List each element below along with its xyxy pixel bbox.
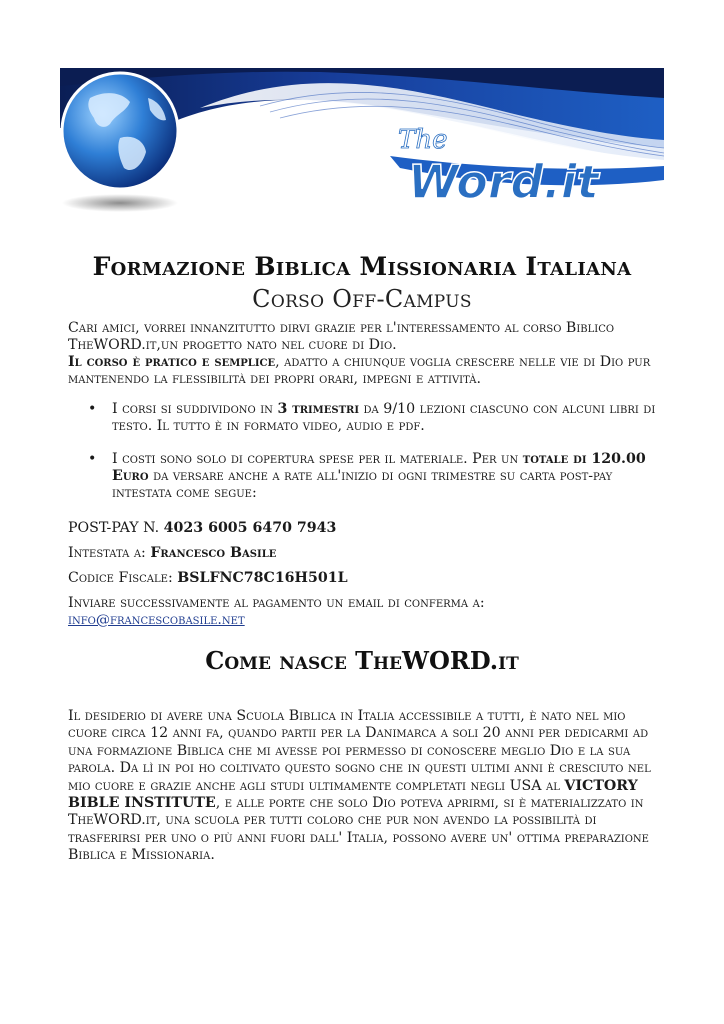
list-item <box>88 451 658 502</box>
email-link[interactable]: info@francescobasile.net <box>68 612 245 628</box>
course-bullet-list <box>88 401 658 518</box>
intro-paragraph <box>68 320 658 388</box>
bullet-text: I costi sono solo di copertura spese per il materiale. Per un <box>112 451 523 467</box>
story-text-1: Il desiderio di avere una Scuola Biblica in Italia accessibile a tutti, è nato nel mio cuore circa 12 anni fa, quando partii per la Danimarca a soli 20 anni per dedicarmi ad una formazione Biblica che mi avesse poi permesso di conoscere meglio Dio e la sua parola. Da lì in poi ho coltivato questo sogno che in questi ultimi anni è cresciuto nel mio cuore e grazie anche agli studi ultimamente completati negli USA al <box>68 708 651 794</box>
page-title: Formazione Biblica Missionaria Italiana <box>92 252 632 281</box>
bullet-text: da versare anche a rate all'inizio di ogni trimestre su carta post-pay intestata come segue: <box>112 468 613 501</box>
postpay-number: 4023 6005 6470 7943 <box>163 520 337 536</box>
logo-word: Word.it <box>408 155 599 209</box>
email-line <box>68 612 245 629</box>
bullet-text: I corsi si suddividono in <box>112 401 278 417</box>
page-subtitle: Corso Off-Campus <box>252 285 472 313</box>
intestata-label: Intestata a: <box>68 545 151 561</box>
section-heading: Come nasce TheWORD.it <box>205 646 519 675</box>
list-item <box>88 401 658 435</box>
postpay-line <box>68 520 336 537</box>
intro-text-2: , adatto a chiunque voglia crescere nelle vie di Dio pur mantenendo la flessibilità dei propri orari, impegni e attività. <box>68 354 651 387</box>
cf-label: Codice Fiscale: <box>68 570 178 586</box>
story-text-2: , e alle porte che solo Dio poteva aprirmi, si è materializzato in TheWORD.it, una scuola per tutti coloro che pur non avendo la possibilità di trasferirsi per uno o più anni fuori dall' Italia, possono avere un' ottima preparazione Biblica e Missionaria. <box>68 795 649 864</box>
bullet-bold: totale di 120.00 Euro <box>112 451 646 484</box>
confirm-text: Inviare successivamente al pagamento un email di conferma a: <box>68 595 485 611</box>
intestata-line <box>68 545 276 562</box>
intro-text-1: Cari amici, vorrei innanzitutto dirvi grazie per l'interessamento al corso Biblico TheWORD.it,un progetto nato nel cuore di Dio. <box>68 320 615 353</box>
cf-value: BSLFNC78C16H501L <box>177 570 348 586</box>
postpay-label: POST-PAY N. <box>68 520 164 536</box>
intro-bold: Il corso è pratico e semplice <box>68 354 276 370</box>
story-paragraph <box>68 708 658 865</box>
intestata-name: Francesco Basile <box>150 545 277 561</box>
bullet-text: da 9/10 lezioni ciascuno con alcuni libri di testo. Il tutto è in formato video, audio e pdf. <box>112 401 656 434</box>
header-banner <box>60 68 664 218</box>
banner-graphic <box>60 68 664 218</box>
story-bold: VICTORY BIBLE INSTITUTE <box>68 777 638 812</box>
codice-fiscale-line <box>68 570 348 587</box>
logo-the: The <box>398 125 448 155</box>
bullet-bold: 3 trimestri <box>277 401 360 417</box>
